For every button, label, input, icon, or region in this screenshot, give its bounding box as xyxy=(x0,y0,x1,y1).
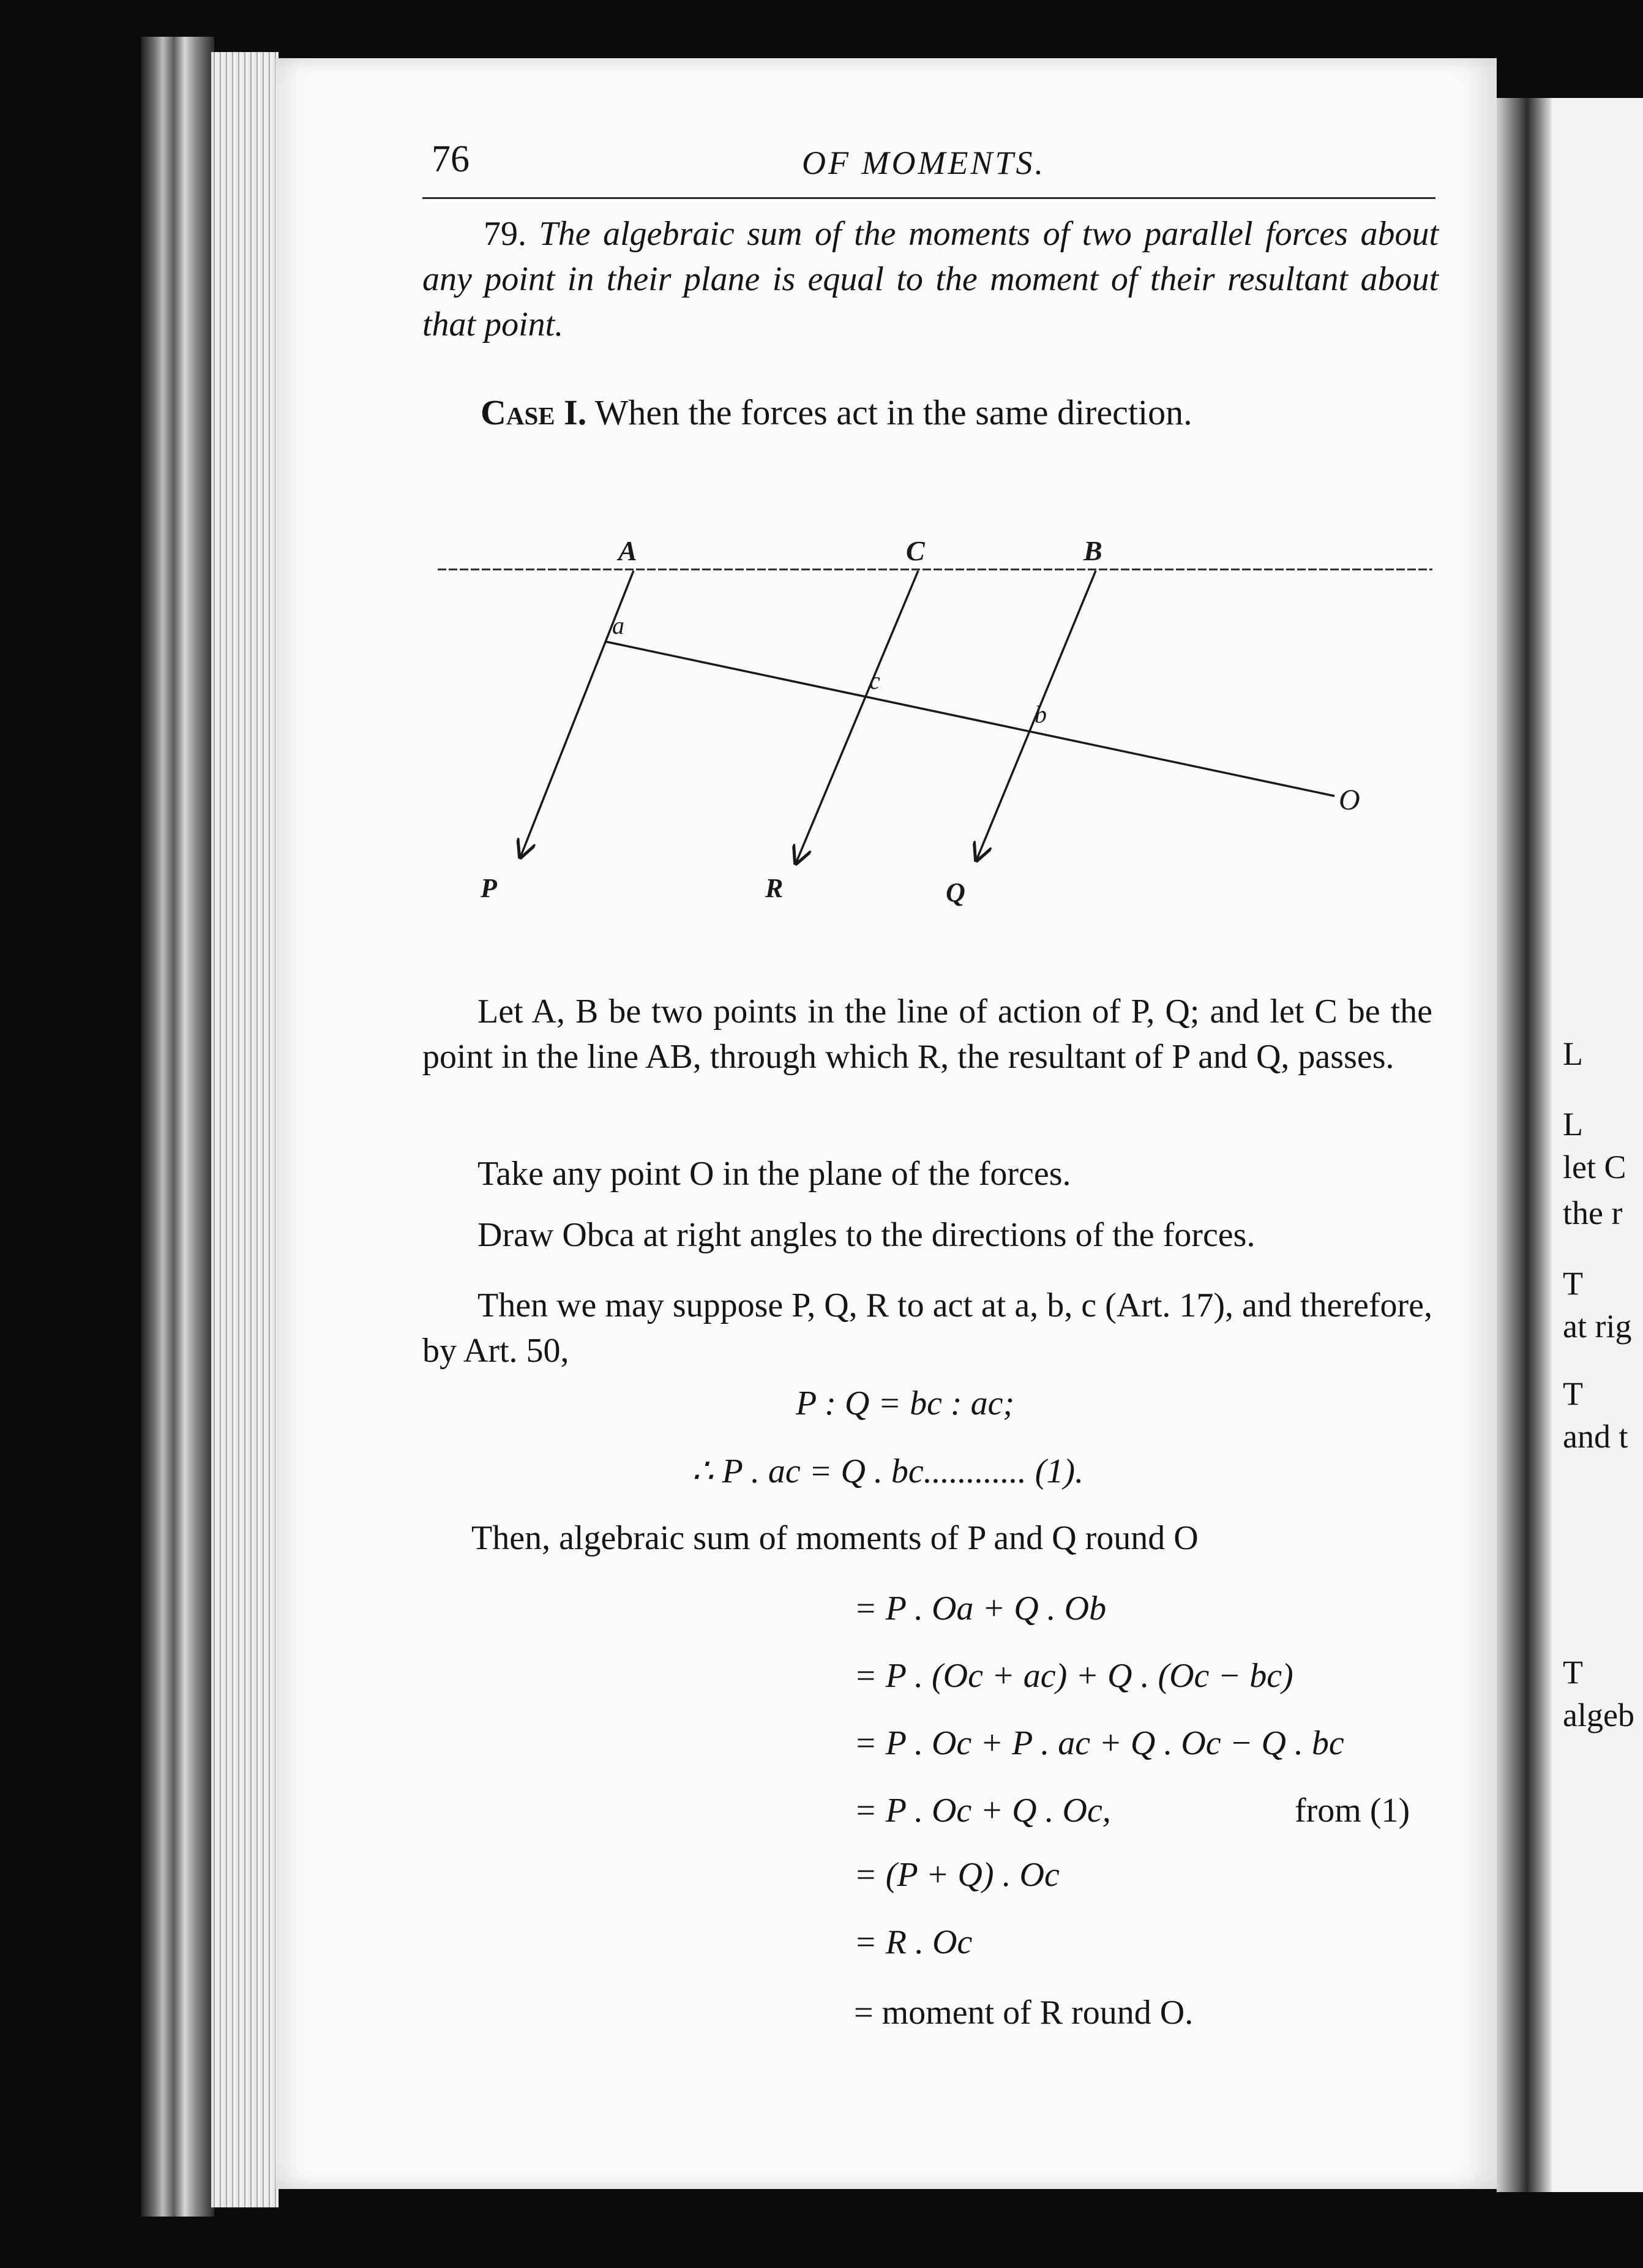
paragraph-then xyxy=(422,1283,1432,1373)
paragraph-let-text: Let A, B be two points in the line of action of P, Q; and let C be the point in the line AB, through which R, the resultant of P and Q, passes. xyxy=(422,993,1432,1076)
label-b: b xyxy=(1035,700,1047,728)
running-title: OF MOMENTS. xyxy=(802,145,1046,181)
book-gutter xyxy=(1497,98,1552,2192)
header-rule xyxy=(422,197,1435,199)
label-R: R xyxy=(765,873,784,903)
paragraph-let xyxy=(422,989,1432,1080)
adjacent-fragment: T xyxy=(1563,1265,1583,1302)
paragraph-take xyxy=(422,1151,1432,1196)
adjacent-fragment: and t xyxy=(1563,1418,1628,1455)
equation-therefore: ∴ P . ac = Q . bc............ (1). xyxy=(692,1452,1084,1490)
adjacent-fragment: let C xyxy=(1563,1149,1626,1185)
force-diagram xyxy=(432,527,1442,918)
adjacent-fragment: L xyxy=(1563,1106,1583,1143)
adjacent-fragment: T xyxy=(1563,1375,1583,1412)
line-obca xyxy=(606,642,1334,796)
label-O: O xyxy=(1339,784,1360,816)
paragraph-then-text: Then we may suppose P, Q, R to act at a, b, c (Art. 17), and therefore, by Art. 50, xyxy=(422,1286,1432,1370)
label-c: c xyxy=(869,667,880,694)
adjacent-fragment: L xyxy=(1563,1035,1583,1072)
label-Q: Q xyxy=(946,877,965,907)
case-text: When the forces act in the same direction. xyxy=(594,392,1192,432)
adjacent-fragment: T xyxy=(1563,1654,1583,1691)
adjacent-fragment: at rig xyxy=(1563,1308,1632,1345)
label-a: a xyxy=(612,612,624,639)
adjacent-page xyxy=(1552,98,1643,2192)
equation-step: = R . Oc xyxy=(854,1923,973,1961)
proposition xyxy=(422,211,1439,347)
label-B: B xyxy=(1083,535,1102,566)
adjacent-fragment: the r xyxy=(1563,1195,1623,1231)
book-spine xyxy=(141,37,214,2217)
case-label: Case I. xyxy=(481,392,587,432)
adjacent-fragment: algeb xyxy=(1563,1697,1634,1733)
paragraph-draw xyxy=(422,1212,1432,1258)
case-heading xyxy=(481,392,1192,433)
label-A: A xyxy=(618,535,637,566)
equation-step: = P . Oc + Q . Oc, xyxy=(854,1792,1111,1830)
label-C: C xyxy=(906,535,925,566)
equation-ratio: P : Q = bc : ac; xyxy=(796,1384,1015,1422)
equation-step: = (P + Q) . Oc xyxy=(854,1856,1060,1894)
equation-conclusion: = moment of R round O. xyxy=(854,1994,1194,2032)
equation-step: = P . Oa + Q . Ob xyxy=(854,1590,1107,1628)
proposition-number: 79. xyxy=(484,215,526,253)
page-edges xyxy=(211,52,279,2207)
paragraph-draw-text: Draw Obca at right angles to the directions of the forces. xyxy=(477,1216,1256,1254)
equation-intro: Then, algebraic sum of moments of P and Q round O xyxy=(471,1519,1199,1557)
equation-step: = P . Oc + P . ac + Q . Oc − Q . bc xyxy=(854,1724,1344,1762)
page-number: 76 xyxy=(432,138,470,180)
proposition-text: The algebraic sum of the moments of two parallel forces about any point in their plane is equal to the moment of their resultant about that point. xyxy=(422,215,1439,344)
force-r-line xyxy=(796,571,918,863)
equation-reference: from (1) xyxy=(1295,1792,1410,1830)
equation-step: = P . (Oc + ac) + Q . (Oc − bc) xyxy=(854,1657,1293,1695)
paragraph-take-text: Take any point O in the plane of the forces. xyxy=(477,1155,1071,1193)
label-P: P xyxy=(481,873,497,903)
